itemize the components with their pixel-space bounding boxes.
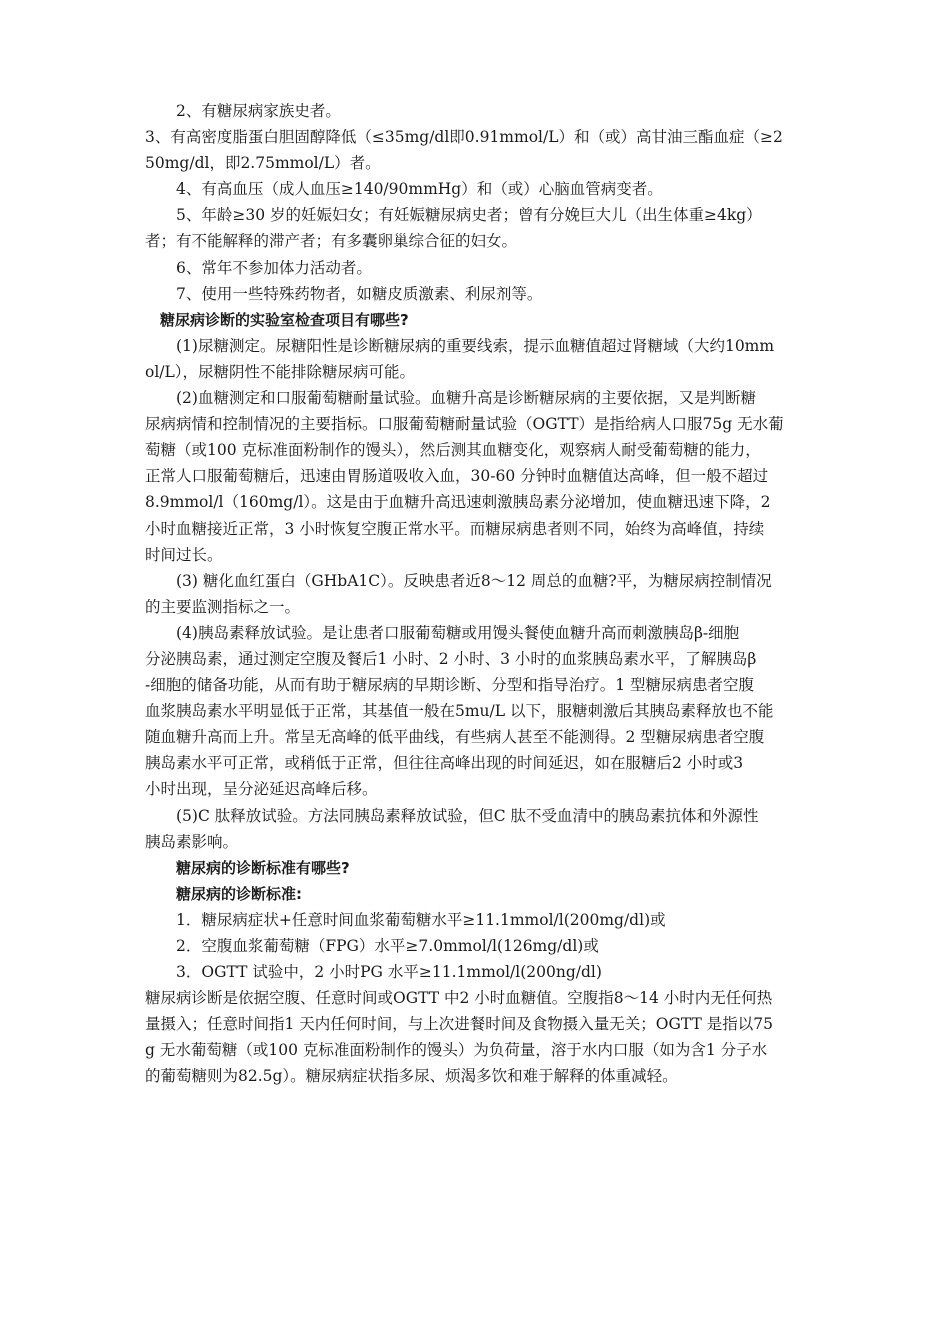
text-line: 1．糖尿病症状+任意时间血浆葡萄糖水平≥11.1mmol/l(200mg/dl)或 bbox=[176, 910, 666, 929]
text-line: 8.9mmol/l（160mg/l）。这是由于血糖升高迅速刺激胰岛素分泌增加，使血糖迅速下降，2 bbox=[145, 493, 771, 512]
text-line: -细胞的储备功能，从而有助于糖尿病的早期诊断、分型和指导治疗。1 型糖尿病患者空腹 bbox=[145, 676, 755, 695]
text-line: 2．空腹血浆葡萄糖（FPG）水平≥7.0mmol/l(126mg/dl)或 bbox=[176, 937, 599, 955]
text-line: 血浆胰岛素水平明显低于正常，其基值一般在5mu/L 以下，服糖刺激后其胰岛素释放也不能 bbox=[145, 702, 774, 721]
text-line: 尿病病情和控制情况的主要指标。口服葡萄糖耐量试验（OGTT）是指给病人口服75g 无水葡 bbox=[145, 415, 784, 434]
document-page bbox=[145, 98, 825, 1090]
text-line: 随血糖升高而上升。常呈无高峰的低平曲线，有些病人甚至不能测得。2 型糖尿病患者空腹 bbox=[145, 728, 765, 747]
text-line: g 无水葡萄糖（或100 克标准面粉制作的馒头）为负荷量，溶于水内口服（如为含1 分子水 bbox=[145, 1041, 768, 1060]
text-line: (1)尿糖测定。尿糖阳性是诊断糖尿病的重要线索，提示血糖值超过肾糖域（大约10mm bbox=[176, 336, 775, 355]
text-line: 的主要监测指标之一。 bbox=[145, 597, 301, 616]
text-line: 胰岛素水平可正常，或稍低于正常，但往往高峰出现的时间延迟，如在服糖后2 小时或3 bbox=[145, 754, 744, 773]
section-heading: 糖尿病的诊断标准: bbox=[176, 884, 302, 903]
text-line: 小时出现，呈分泌延迟高峰后移。 bbox=[145, 780, 378, 799]
text-line: 胰岛素影响。 bbox=[145, 832, 239, 851]
text-line: (3) 糖化血红蛋白（GHbA1C）。反映患者近8～12 周总的血糖?平，为糖尿病控制情况 bbox=[176, 571, 772, 590]
section-heading: 糖尿病诊断的实验室检查项目有哪些? bbox=[160, 310, 409, 329]
text-line: 3、有高密度脂蛋白胆固醇降低（≤35mg/dl即0.91mmol/L）和（或）高甘油三酯血症（≥2 bbox=[145, 128, 783, 147]
text-line: 小时血糖接近正常，3 小时恢复空腹正常水平。而糖尿病患者则不同，始终为高峰值，持续 bbox=[145, 519, 765, 538]
text-line: ol/L），尿糖阴性不能排除糖尿病可能。 bbox=[145, 362, 416, 381]
text-line: 时间过长。 bbox=[145, 545, 223, 564]
text-line: 50mg/dl，即2.75mmol/L）者。 bbox=[145, 154, 381, 173]
text-line: (2)血糖测定和口服葡萄糖耐量试验。血糖升高是诊断糖尿病的主要依据，又是判断糖 bbox=[176, 389, 756, 408]
text-line: 2、有糖尿病家族史者。 bbox=[176, 102, 341, 120]
text-line: 者；有不能解释的滞产者；有多囊卵巢综合征的妇女。 bbox=[145, 232, 518, 251]
text-line: 正常人口服葡萄糖后，迅速由胃肠道吸收入血，30-60 分钟时血糖值达高峰，但一般不超过 bbox=[145, 467, 769, 486]
text-line: 3．OGTT 试验中，2 小时PG 水平≥11.1mmol/l(200ng/dl) bbox=[176, 963, 602, 982]
text-line: 糖尿病诊断是依据空腹、任意时间或OGTT 中2 小时血糖值。空腹指8～14 小时内无任何热 bbox=[145, 989, 773, 1008]
text-line: 7、使用一些特殊药物者，如糖皮质激素、利尿剂等。 bbox=[176, 284, 543, 303]
section-heading: 糖尿病的诊断标准有哪些? bbox=[176, 858, 350, 877]
text-line: 4、有高血压（成人血压≥140/90mmHg）和（或）心脑血管病变者。 bbox=[176, 180, 663, 199]
text-line: 5、年龄≥30 岁的妊娠妇女；有妊娠糖尿病史者；曾有分娩巨大儿（出生体重≥4kg） bbox=[176, 206, 762, 225]
text-line: 分泌胰岛素，通过测定空腹及餐后1 小时、2 小时、3 小时的血浆胰岛素水平，了解胰岛β bbox=[145, 649, 757, 668]
text-line: 的葡萄糖则为82.5g）。糖尿病症状指多尿、烦渴多饮和难于解释的体重减轻。 bbox=[145, 1067, 678, 1086]
text-line: 6、常年不参加体力活动者。 bbox=[176, 258, 372, 277]
text-line: (5)C 肽释放试验。方法同胰岛素释放试验，但C 肽不受血清中的胰岛素抗体和外源性 bbox=[176, 806, 759, 825]
text-line: (4)胰岛素释放试验。是让患者口服葡萄糖或用馒头餐使血糖升高而刺激胰岛β-细胞 bbox=[176, 623, 740, 642]
text-line: 量摄入；任意时间指1 天内任何时间，与上次进餐时间及食物摄入量无关；OGTT 是指以75 bbox=[145, 1015, 773, 1034]
text-line: 萄糖（或100 克标准面粉制作的馒头），然后测其血糖变化，观察病人耐受葡萄糖的能力， bbox=[145, 441, 761, 460]
